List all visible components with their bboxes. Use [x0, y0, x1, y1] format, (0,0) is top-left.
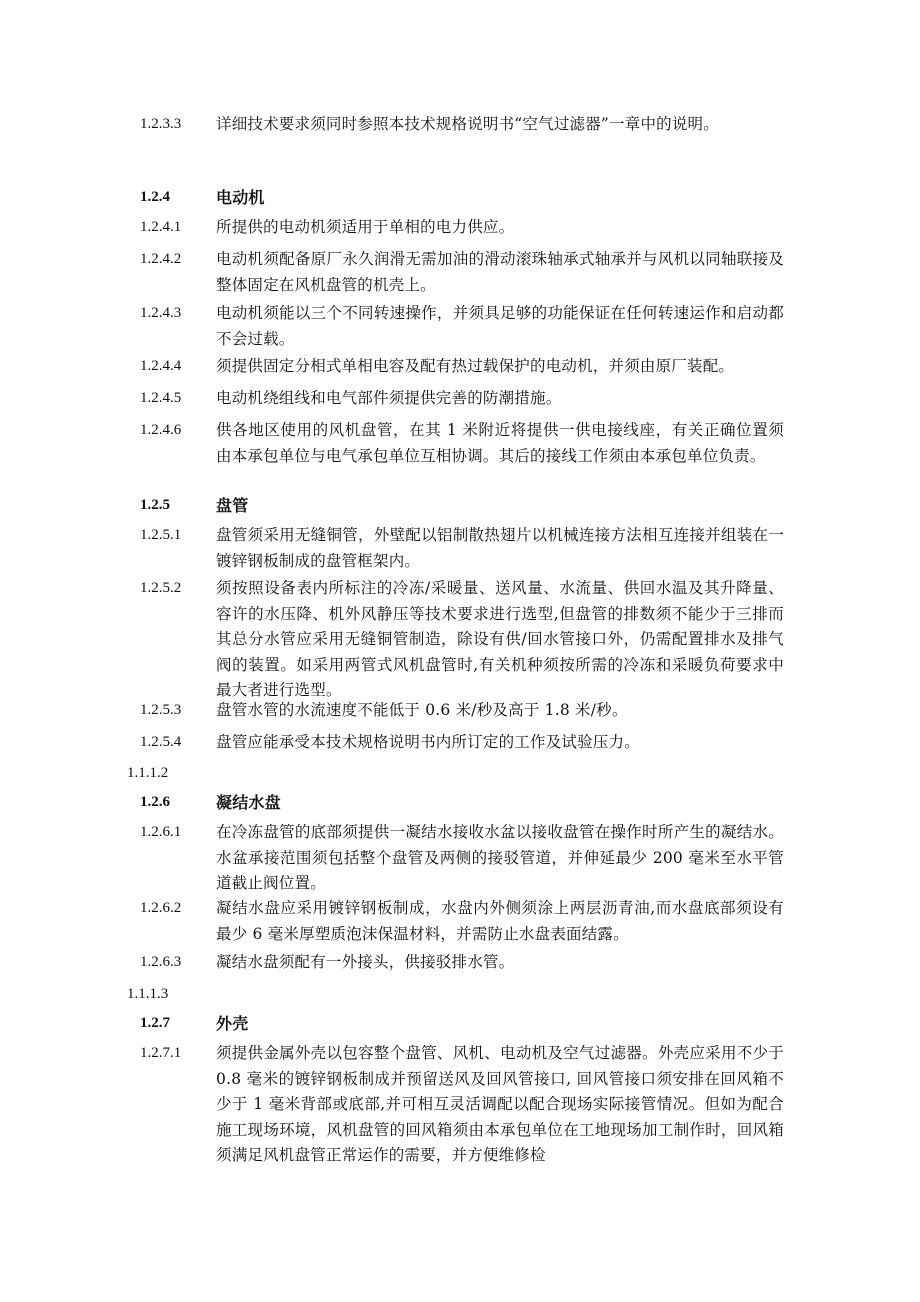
clause-number: 1.2.5.4 — [140, 734, 182, 750]
clause-number: 1.2.4.1 — [140, 219, 182, 235]
section-title: 盘管 — [216, 496, 249, 515]
clause-number: 1.2.4.3 — [140, 305, 182, 321]
clause-text: 电动机绕组线和电气部件须提供完善的防潮措施。 — [216, 389, 562, 407]
clause-number: 1.2.5.3 — [140, 702, 182, 718]
section-number: 1.2.4 — [140, 189, 170, 205]
clause-number: 1.2.7.1 — [140, 1045, 182, 1061]
clause-number: 1.2.4.5 — [140, 390, 182, 406]
stray-number: 1.1.1.3 — [127, 986, 169, 1002]
section-title: 电动机 — [216, 188, 265, 207]
clause-text: 须按照设备表内所标注的冷冻/采暖量、送风量、水流量、供回水温及其升降量、容许的水压降、机外风静压等技术要求进行选型,但盘管的排数须不能少于三排而其总分水管应采用无缝铜管制造，除设有供/回水管接口外，仍需配置排水及排气阀的装置。如采用两管式风机盘管时,有关机种须按所需的冷冻和采暖负荷要求中最大者进行选型。 — [216, 579, 784, 699]
section-title: 凝结水盘 — [216, 793, 281, 812]
clause-number: 1.2.4.2 — [140, 251, 182, 267]
clause-number: 1.2.3.3 — [140, 116, 182, 132]
section-number: 1.2.6 — [140, 794, 170, 810]
clause-number: 1.2.4.6 — [140, 422, 182, 438]
clause-text: 电动机须能以三个不同转速操作，并须具足够的功能保证在任何转速运作和启动都不会过载。 — [216, 304, 784, 348]
clause-number: 1.2.6.2 — [140, 900, 182, 916]
clause-text: 凝结水盘应采用镀锌钢板制成，水盘内外侧须涂上两层沥青油,而水盘底部须设有最少 6 毫米厚塑质泡沫保温材料，并需防止水盘表面结露。 — [216, 899, 784, 943]
section-number: 1.2.7 — [140, 1015, 170, 1031]
clause-text: 盘管水管的水流速度不能低于 0.6 米/秒及高于 1.8 米/秒。 — [216, 701, 628, 719]
clause-number: 1.2.5.1 — [140, 527, 182, 543]
clause-number: 1.2.5.2 — [140, 580, 182, 596]
clause-text: 须提供固定分相式单相电容及配有热过载保护的电动机，并须由原厂装配。 — [216, 357, 735, 375]
clause-text: 盘管应能承受本技术规格说明书内所订定的工作及试验压力。 — [216, 733, 640, 751]
clause-number: 1.2.4.4 — [140, 358, 182, 374]
clause-text: 电动机须配备原厂永久润滑无需加油的滑动滚珠轴承式轴承并与风机以同轴联接及整体固定在风机盘管的机壳上。 — [216, 250, 784, 294]
section-number: 1.2.5 — [140, 497, 170, 513]
clause-text: 在冷冻盘管的底部须提供一凝结水接收水盆以接收盘管在操作时所产生的凝结水。水盆承接范围须包括整个盘管及两侧的接驳管道，并伸延最少 200 毫米至水平管道截止阀位置。 — [216, 823, 784, 892]
clause-text: 须提供金属外壳以包容整个盘管、风机、电动机及空气过滤器。外壳应采用不少于 0.8 毫米的镀锌钢板制成并预留送风及回风管接口, 回风管接口须安排在回风箱不少于 1 毫米背部或底部,并可相互灵活调配以配合现场实际接管情况。但如为配合施工现场环境，风机盘管的回风箱须由本承包单位在工地现场加工制作时，回风箱须满足风机盘管正常运作的需要，并方便维修检 — [216, 1044, 784, 1164]
clause-text: 凝结水盘须配有一外接头，供接驳排水管。 — [216, 953, 515, 971]
clause-text: 盘管须采用无缝铜管，外壁配以铝制散热翅片以机械连接方法相互连接并组装在一镀锌钢板制成的盘管框架内。 — [216, 526, 784, 570]
clause-text: 供各地区使用的风机盘管，在其 1 米附近将提供一供电接线座，有关正确位置须由本承包单位与电气承包单位互相协调。其后的接线工作须由本承包单位负责。 — [216, 421, 784, 465]
stray-number: 1.1.1.2 — [127, 765, 169, 781]
clause-text: 详细技术要求须同时参照本技术规格说明书“空气过滤器”一章中的说明。 — [216, 115, 719, 133]
section-title: 外壳 — [216, 1014, 249, 1033]
clause-text: 所提供的电动机须适用于单相的电力供应。 — [216, 218, 515, 236]
clause-number: 1.2.6.3 — [140, 954, 182, 970]
clause-number: 1.2.6.1 — [140, 824, 182, 840]
